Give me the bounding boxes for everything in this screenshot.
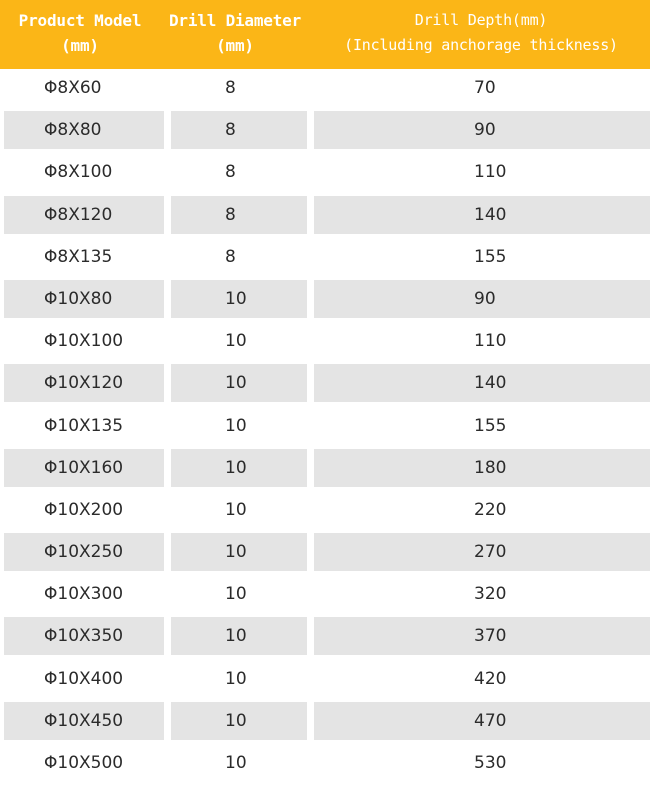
cell-product-model: Φ10X160 [4,449,164,487]
cell-product-model: Φ10X120 [4,364,164,402]
cell-drill-depth: 370 [314,617,650,655]
cell-drill-depth: 530 [474,753,507,773]
cell-drill-diameter: 8 [171,196,307,234]
table-row [0,449,650,491]
cell-product-model: Φ10X100 [44,331,124,352]
cell-drill-depth: 155 [474,415,507,436]
table-row [0,660,650,702]
table-row [0,69,650,111]
table-row [0,196,650,238]
cell-drill-diameter: 10 [171,449,307,487]
cell-drill-depth: 70 [474,78,496,98]
header-drill-diameter-unit: (mm) [216,36,254,55]
cell-drill-diameter: 10 [171,533,307,571]
cell-drill-diameter: 10 [171,617,307,655]
cell-drill-diameter: 10 [225,415,247,436]
cell-drill-depth: 110 [474,331,507,352]
cell-drill-depth: 155 [474,246,507,267]
cell-product-model: Φ10X80 [4,280,164,318]
cell-product-model: Φ10X300 [44,584,124,605]
table-body [0,69,650,786]
cell-drill-depth: 420 [474,668,507,689]
cell-drill-depth: 470 [314,702,650,740]
cell-drill-diameter: 8 [225,246,236,267]
cell-product-model: Φ10X350 [4,617,164,655]
table-row [0,617,650,659]
header-drill-depth [312,8,650,58]
cell-drill-diameter: 8 [171,111,307,149]
cell-drill-depth: 180 [314,449,650,487]
cell-drill-diameter: 8 [225,162,236,183]
header-drill-depth-note: (Including anchorage thickness) [344,36,618,54]
cell-drill-diameter: 8 [225,78,236,98]
cell-drill-depth: 140 [314,364,650,402]
cell-drill-depth: 320 [474,584,507,605]
cell-drill-depth: 90 [314,111,650,149]
cell-drill-depth: 270 [314,533,650,571]
cell-drill-diameter: 10 [171,280,307,318]
cell-drill-diameter: 10 [171,702,307,740]
table-row [0,575,650,617]
cell-drill-depth: 140 [314,196,650,234]
cell-drill-depth: 110 [474,162,507,183]
table-row [0,407,650,449]
header-product-model-title: Product Model [18,11,142,30]
header-drill-diameter [162,8,308,58]
cell-product-model: Φ8X100 [44,162,113,183]
table-row [0,364,650,406]
table-row [0,238,650,280]
table-row [0,533,650,575]
cell-drill-diameter: 10 [225,584,247,605]
cell-product-model: Φ8X135 [44,246,113,267]
cell-product-model: Φ10X450 [4,702,164,740]
header-drill-depth-title: Drill Depth(mm) [414,11,548,29]
cell-drill-diameter: 10 [225,753,247,773]
header-product-model-unit: (mm) [61,36,99,55]
table-row [0,280,650,322]
cell-product-model: Φ10X500 [44,753,124,773]
cell-drill-depth: 90 [314,280,650,318]
cell-product-model: Φ10X200 [44,499,124,520]
cell-drill-diameter: 10 [171,364,307,402]
cell-drill-diameter: 10 [225,668,247,689]
table-row [0,702,650,744]
table-row [0,111,650,153]
cell-product-model: Φ8X80 [4,111,164,149]
cell-product-model: Φ10X400 [44,668,124,689]
cell-product-model: Φ10X250 [4,533,164,571]
table-row [0,153,650,195]
cell-product-model: Φ8X120 [4,196,164,234]
table-header [0,0,650,69]
table-row [0,322,650,364]
cell-product-model: Φ8X60 [44,78,102,98]
header-drill-diameter-title: Drill Diameter [168,11,302,30]
cell-drill-diameter: 10 [225,499,247,520]
cell-drill-diameter: 10 [225,331,247,352]
table-row [0,744,650,786]
cell-product-model: Φ10X135 [44,415,124,436]
table-row [0,491,650,533]
header-product-model [0,8,160,58]
cell-drill-depth: 220 [474,499,507,520]
